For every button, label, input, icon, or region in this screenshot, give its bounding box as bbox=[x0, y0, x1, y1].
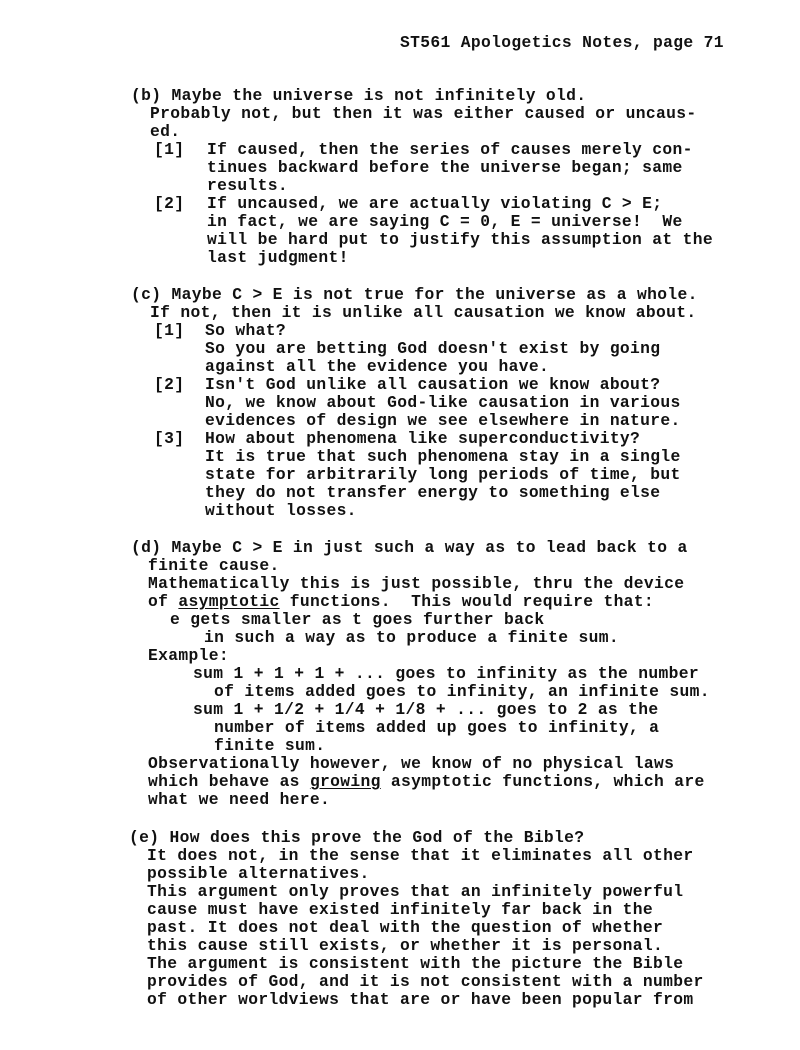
text-line: will be hard put to justify this assumption at the bbox=[207, 230, 714, 249]
page-header: ST561 Apologetics Notes, page 71 bbox=[400, 33, 724, 52]
point-number: [2] bbox=[154, 194, 185, 213]
text-line: So what? bbox=[205, 321, 286, 340]
point-number: [1] bbox=[154, 140, 185, 159]
text-line: state for arbitrarily long periods of time, but bbox=[205, 465, 681, 484]
text-line: provides of God, and it is not consistent with a number bbox=[147, 972, 704, 991]
text-line: This argument only proves that an infinitely powerful bbox=[147, 882, 684, 901]
text-line: evidences of design we see elsewhere in nature. bbox=[205, 411, 681, 430]
text-line: last judgment! bbox=[207, 248, 349, 267]
text-line: against all the evidence you have. bbox=[205, 357, 550, 376]
text-line: Probably not, but then it was either caused or uncaus- bbox=[150, 104, 697, 123]
text-fragment: which behave as bbox=[148, 772, 310, 791]
point-number: [1] bbox=[154, 321, 185, 340]
section-heading: (b) Maybe the universe is not infinitely old. bbox=[131, 86, 587, 105]
text-fragment: functions. This would require that: bbox=[279, 592, 655, 611]
text-line: It does not, in the sense that it eliminates all other bbox=[147, 846, 694, 865]
text-line: without losses. bbox=[205, 501, 357, 520]
text-line: cause must have existed infinitely far back in the bbox=[147, 900, 654, 919]
text-line: How about phenomena like superconductivity? bbox=[205, 429, 641, 448]
text-line: results. bbox=[207, 176, 288, 195]
section-heading: (c) Maybe C > E is not true for the universe as a whole. bbox=[131, 285, 698, 304]
text-line: No, we know about God-like causation in various bbox=[205, 393, 681, 412]
text-line bbox=[148, 593, 654, 611]
text-line: in such a way as to produce a finite sum. bbox=[204, 628, 619, 647]
text-line: of other worldviews that are or have been popular from bbox=[147, 990, 694, 1009]
section-heading: (d) Maybe C > E in just such a way as to lead back to a bbox=[131, 538, 688, 557]
text-line: If caused, then the series of causes merely con- bbox=[207, 140, 693, 159]
text-line: So you are betting God doesn't exist by going bbox=[205, 339, 661, 358]
text-line: number of items added up goes to infinity, a bbox=[214, 718, 660, 737]
text-line: what we need here. bbox=[148, 790, 331, 809]
text-line: It is true that such phenomena stay in a single bbox=[205, 447, 681, 466]
text-line: in fact, we are saying C = 0, E = universe! We bbox=[207, 212, 683, 231]
section-heading: (e) How does this prove the God of the Bible? bbox=[129, 828, 585, 847]
text-line: ed. bbox=[150, 122, 181, 141]
text-line: The argument is consistent with the picture the Bible bbox=[147, 954, 684, 973]
text-fragment: asymptotic functions, which are bbox=[380, 772, 705, 791]
text-line: sum 1 + 1/2 + 1/4 + 1/8 + ... goes to 2 as the bbox=[193, 700, 659, 719]
text-line: past. It does not deal with the question of whether bbox=[147, 918, 664, 937]
text-line: they do not transfer energy to something else bbox=[205, 483, 661, 502]
text-line bbox=[148, 773, 705, 791]
point-number: [3] bbox=[154, 429, 185, 448]
text-line: finite sum. bbox=[214, 736, 326, 755]
text-line: this cause still exists, or whether it is personal. bbox=[147, 936, 664, 955]
text-fragment: of bbox=[148, 592, 179, 611]
text-line: Mathematically this is just possible, thru the device bbox=[148, 574, 685, 593]
text-line: of items added goes to infinity, an infinite sum. bbox=[214, 682, 710, 701]
text-line: Observationally however, we know of no physical laws bbox=[148, 754, 675, 773]
text-line: sum 1 + 1 + 1 + ... goes to infinity as the number bbox=[193, 664, 700, 683]
point-number: [2] bbox=[154, 375, 185, 394]
text-line: e gets smaller as t goes further back bbox=[170, 610, 545, 629]
underlined-term: asymptotic bbox=[178, 592, 280, 611]
text-line: possible alternatives. bbox=[147, 864, 370, 883]
text-line: Example: bbox=[148, 646, 229, 665]
underlined-term: growing bbox=[309, 772, 381, 791]
text-line: finite cause. bbox=[148, 556, 280, 575]
text-line: If not, then it is unlike all causation we know about. bbox=[150, 303, 697, 322]
text-line: Isn't God unlike all causation we know about? bbox=[205, 375, 661, 394]
text-line: tinues backward before the universe began; same bbox=[207, 158, 683, 177]
text-line: If uncaused, we are actually violating C > E; bbox=[207, 194, 663, 213]
